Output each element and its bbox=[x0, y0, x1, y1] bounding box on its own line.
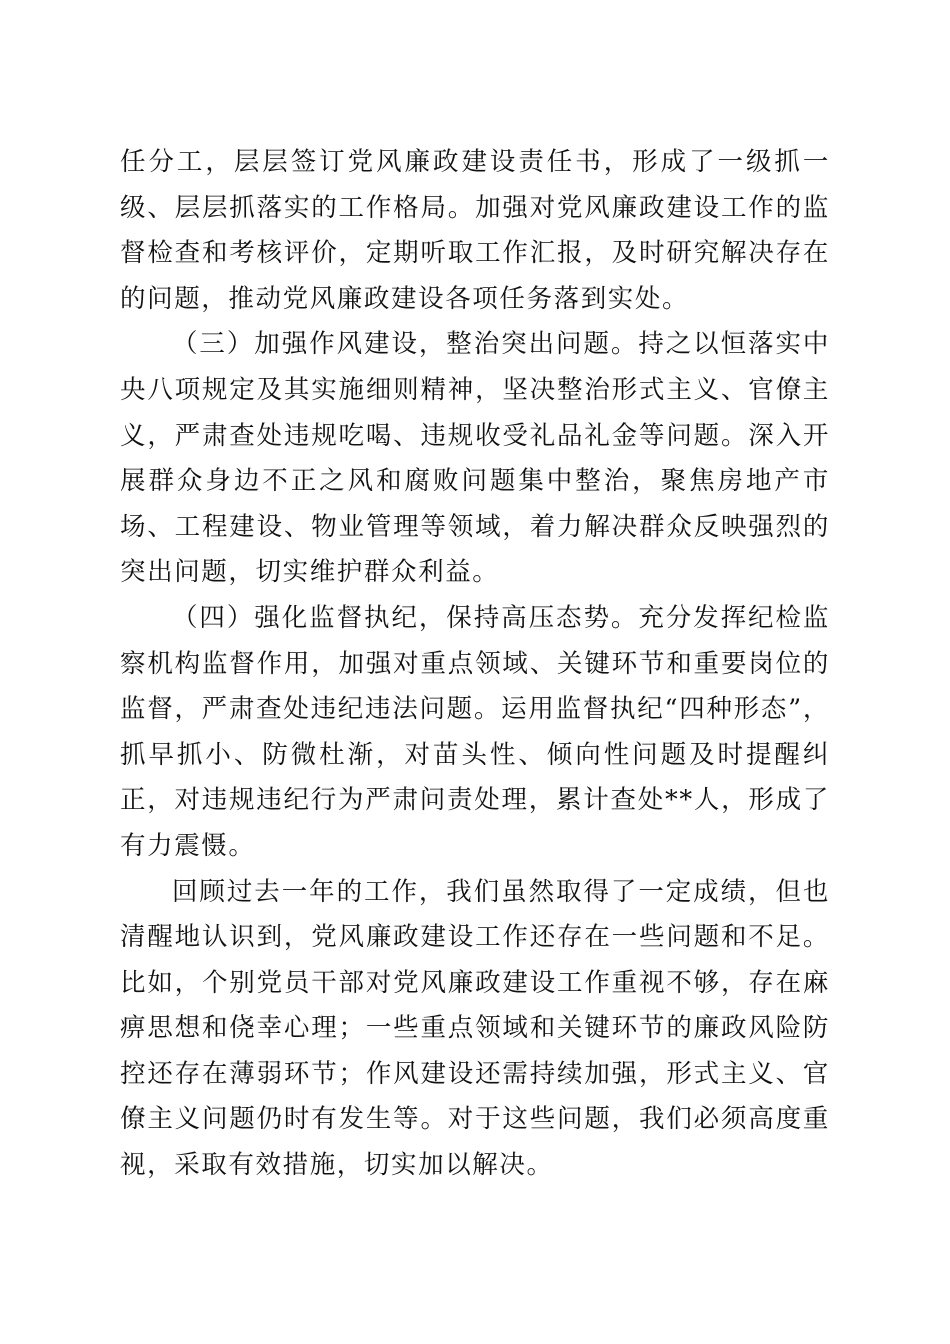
paragraph-supervision-discipline: （四）强化监督执纪，保持高压态势。充分发挥纪检监察机构监督作用，加强对重点领域、关键环节和重要岗位的监督，严肃查处违纪违法问题。运用监督执纪“四种形态”，抓早抓小、防微杜渐，对苗头性、倾向性问题及时提醒纠正，对违规违纪行为严肃问责处理，累计查处**人，形成了有力震慑。 bbox=[120, 602, 830, 861]
paragraph-review-shortcomings: 回顾过去一年的工作，我们虽然取得了一定成绩，但也清醒地认识到，党风廉政建设工作还存在一些问题和不足。比如，个别党员干部对党风廉政建设工作重视不够，存在麻痹思想和侥幸心理；一些重点领域和关键环节的廉政风险防控还存在薄弱环节；作风建设还需持续加强，形式主义、官僚主义问题仍时有发生等。对于这些问题，我们必须高度重视，采取有效措施，切实加以解决。 bbox=[120, 876, 830, 1181]
document-body bbox=[120, 140, 830, 1189]
paragraph-responsibility-continuation: 任分工，层层签订党风廉政建设责任书，形成了一级抓一级、层层抓落实的工作格局。加强对党风廉政建设工作的监督检查和考核评价，定期听取工作汇报，及时研究解决存在的问题，推动党风廉政建设各项任务落到实处。 bbox=[120, 147, 830, 314]
paragraph-work-style: （三）加强作风建设，整治突出问题。持之以恒落实中央八项规定及其实施细则精神，坚决整治形式主义、官僚主义，严肃查处违规吃喝、违规收受礼品礼金等问题。深入开展群众身边不正之风和腐败问题集中整治，聚焦房地产市场、工程建设、物业管理等领域，着力解决群众反映强烈的突出问题，切实维护群众利益。 bbox=[120, 329, 830, 588]
